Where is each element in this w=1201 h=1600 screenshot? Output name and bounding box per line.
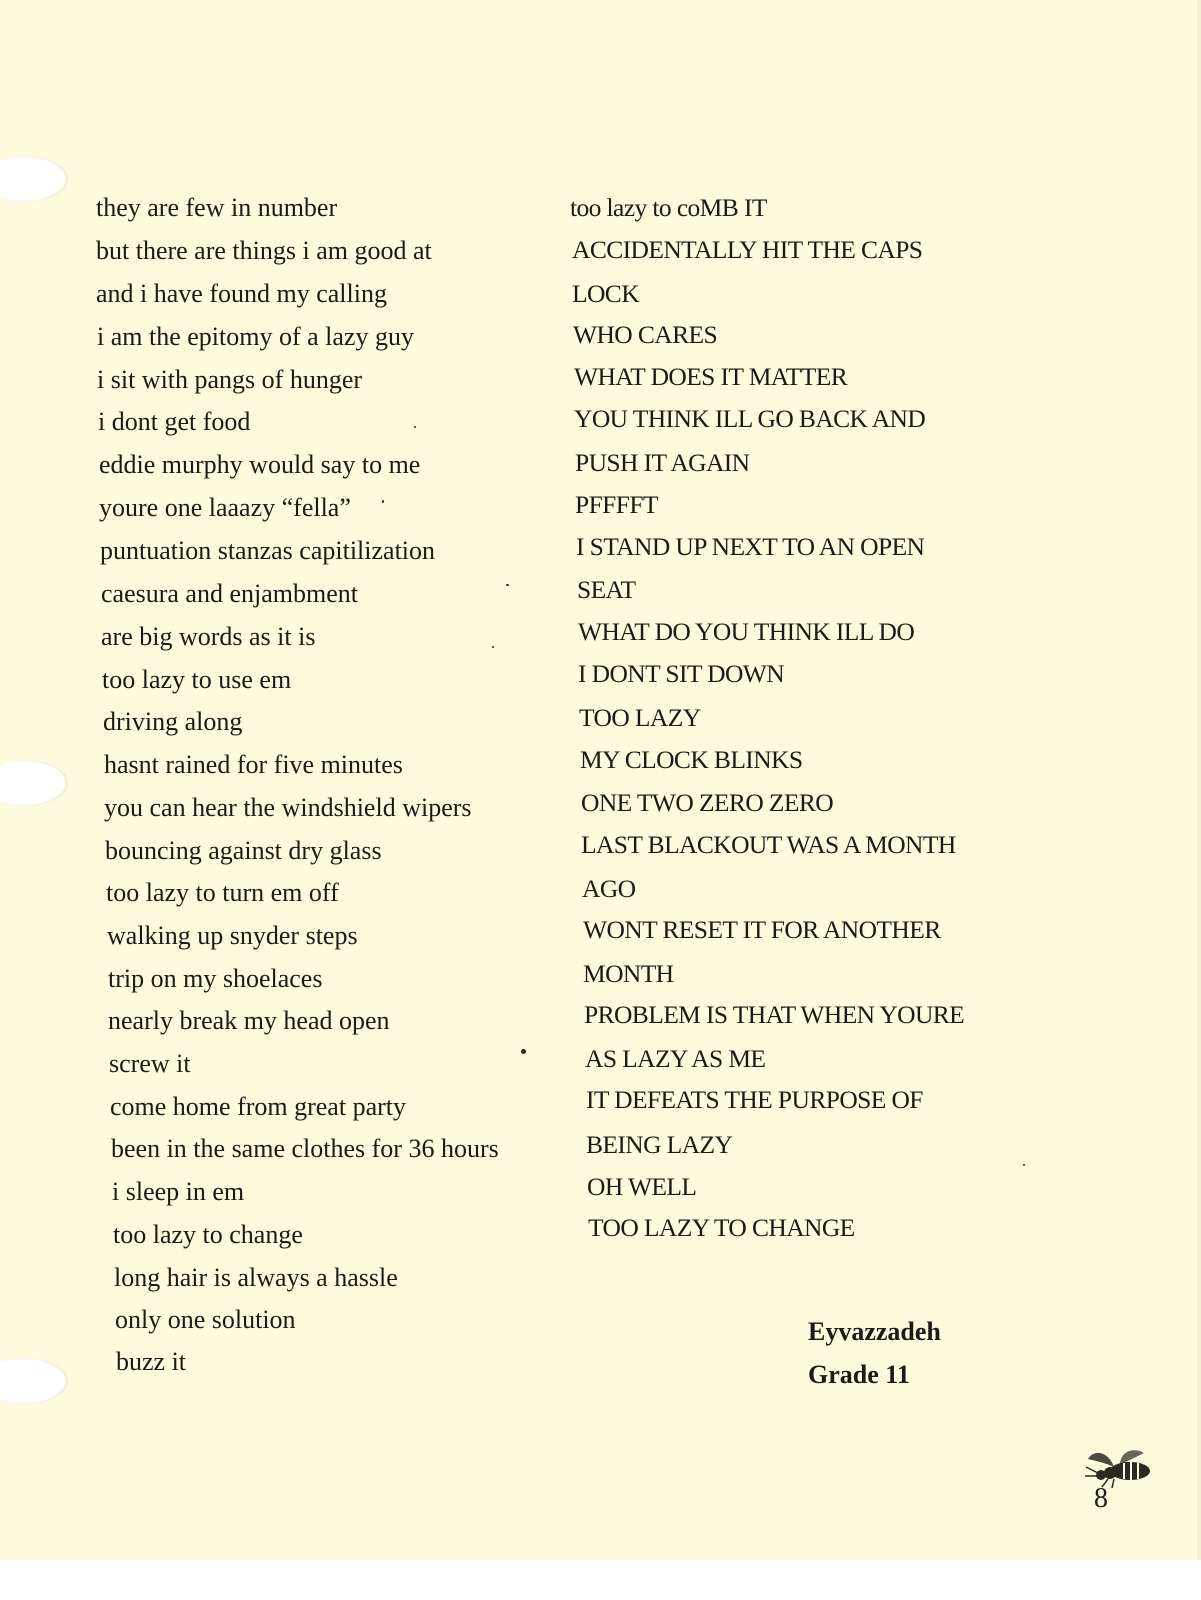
- poem-line: TOO LAZY TO CHANGE: [588, 1213, 855, 1242]
- poem-line: screw it: [109, 1049, 191, 1078]
- poem-line: LAST BLACKOUT WAS A MONTH: [581, 830, 956, 859]
- poem-line: been in the same clothes for 36 hours: [111, 1134, 499, 1163]
- scan-speck: [414, 426, 416, 428]
- poem-line: i sit with pangs of hunger: [97, 365, 363, 394]
- author-grade: Grade 11: [808, 1360, 910, 1389]
- poem-line: WONT RESET IT FOR ANOTHER: [583, 915, 941, 944]
- poem-line: AGO: [582, 874, 636, 903]
- poem-line: you can hear the windshield wipers: [104, 793, 472, 822]
- poem-line: BEING LAZY: [586, 1130, 733, 1159]
- poem-line: I DONT SIT DOWN: [578, 659, 785, 688]
- author-signature: [808, 1310, 941, 1396]
- scan-speck: [521, 1049, 526, 1054]
- poem-line: TOO LAZY: [579, 703, 701, 732]
- binder-hole-top: [0, 156, 68, 202]
- poem-line: i am the epitomy of a lazy guy: [97, 322, 414, 351]
- poem-line: walking up snyder steps: [107, 921, 358, 950]
- poem-line: puntuation stanzas capitilization: [100, 536, 436, 565]
- poem-line: driving along: [103, 707, 243, 736]
- poem-line: IT DEFEATS THE PURPOSE OF: [586, 1085, 923, 1114]
- poem-line: too lazy to coMB IT: [570, 193, 767, 222]
- poem-line: nearly break my head open: [108, 1006, 390, 1035]
- poem-line: I STAND UP NEXT TO AN OPEN: [576, 532, 925, 561]
- poem-line: bouncing against dry glass: [105, 836, 382, 865]
- scan-edge: [1197, 0, 1201, 1560]
- poem-line: i sleep in em: [112, 1177, 245, 1206]
- scan-speck: [1023, 1164, 1025, 1166]
- poem-line: eddie murphy would say to me: [99, 450, 421, 479]
- poem-line: hasnt rained for five minutes: [104, 750, 403, 779]
- poem-line: WHAT DO YOU THINK ILL DO: [578, 617, 915, 646]
- poem-line: they are few in number: [96, 193, 338, 222]
- poem-line: trip on my shoelaces: [108, 964, 323, 993]
- poem-line: and i have found my calling: [96, 279, 387, 308]
- poem-line: too lazy to use em: [102, 665, 292, 694]
- poem-line: come home from great party: [110, 1092, 406, 1121]
- poem-line: WHAT DOES IT MATTER: [574, 362, 848, 391]
- poem-line: YOU THINK ILL GO BACK AND: [574, 404, 926, 433]
- binder-hole-middle: [0, 760, 68, 806]
- poem-line: ONE TWO ZERO ZERO: [581, 788, 834, 817]
- page-number: 8: [1094, 1483, 1108, 1514]
- poem-line: PUSH IT AGAIN: [575, 448, 750, 477]
- poem-line: WHO CARES: [573, 320, 718, 349]
- poem-line: are big words as it is: [101, 622, 316, 651]
- poem-line: MY CLOCK BLINKS: [580, 745, 803, 774]
- scan-margin: [0, 1560, 1201, 1600]
- poem-line: ACCIDENTALLY HIT THE CAPS: [572, 235, 923, 264]
- author-name: Eyvazzadeh: [808, 1317, 941, 1346]
- poem-line: youre one laaazy “fella”: [99, 493, 351, 522]
- poem-line: PFFFFT: [575, 490, 658, 519]
- scan-speck: [492, 646, 494, 648]
- poem-line: but there are things i am good at: [96, 236, 432, 265]
- poem-line: caesura and enjambment: [101, 579, 358, 608]
- poem-line: too lazy to turn em off: [106, 878, 339, 907]
- binder-hole-bottom: [0, 1358, 68, 1404]
- poem-line: LOCK: [572, 279, 640, 308]
- poem-line: long hair is always a hassle: [114, 1263, 398, 1292]
- poem-line: MONTH: [583, 959, 674, 988]
- poem-line: buzz it: [116, 1347, 187, 1376]
- scan-speck: [506, 584, 509, 586]
- poem-line: only one solution: [115, 1305, 296, 1334]
- poem-line: SEAT: [577, 575, 636, 604]
- poem-line: PROBLEM IS THAT WHEN YOURE: [584, 1000, 965, 1029]
- scan-speck: [382, 500, 384, 503]
- poem-line: OH WELL: [587, 1172, 697, 1201]
- poem-line: AS LAZY AS ME: [585, 1044, 766, 1073]
- poem-line: too lazy to change: [113, 1220, 303, 1249]
- poem-line: i dont get food: [98, 407, 251, 436]
